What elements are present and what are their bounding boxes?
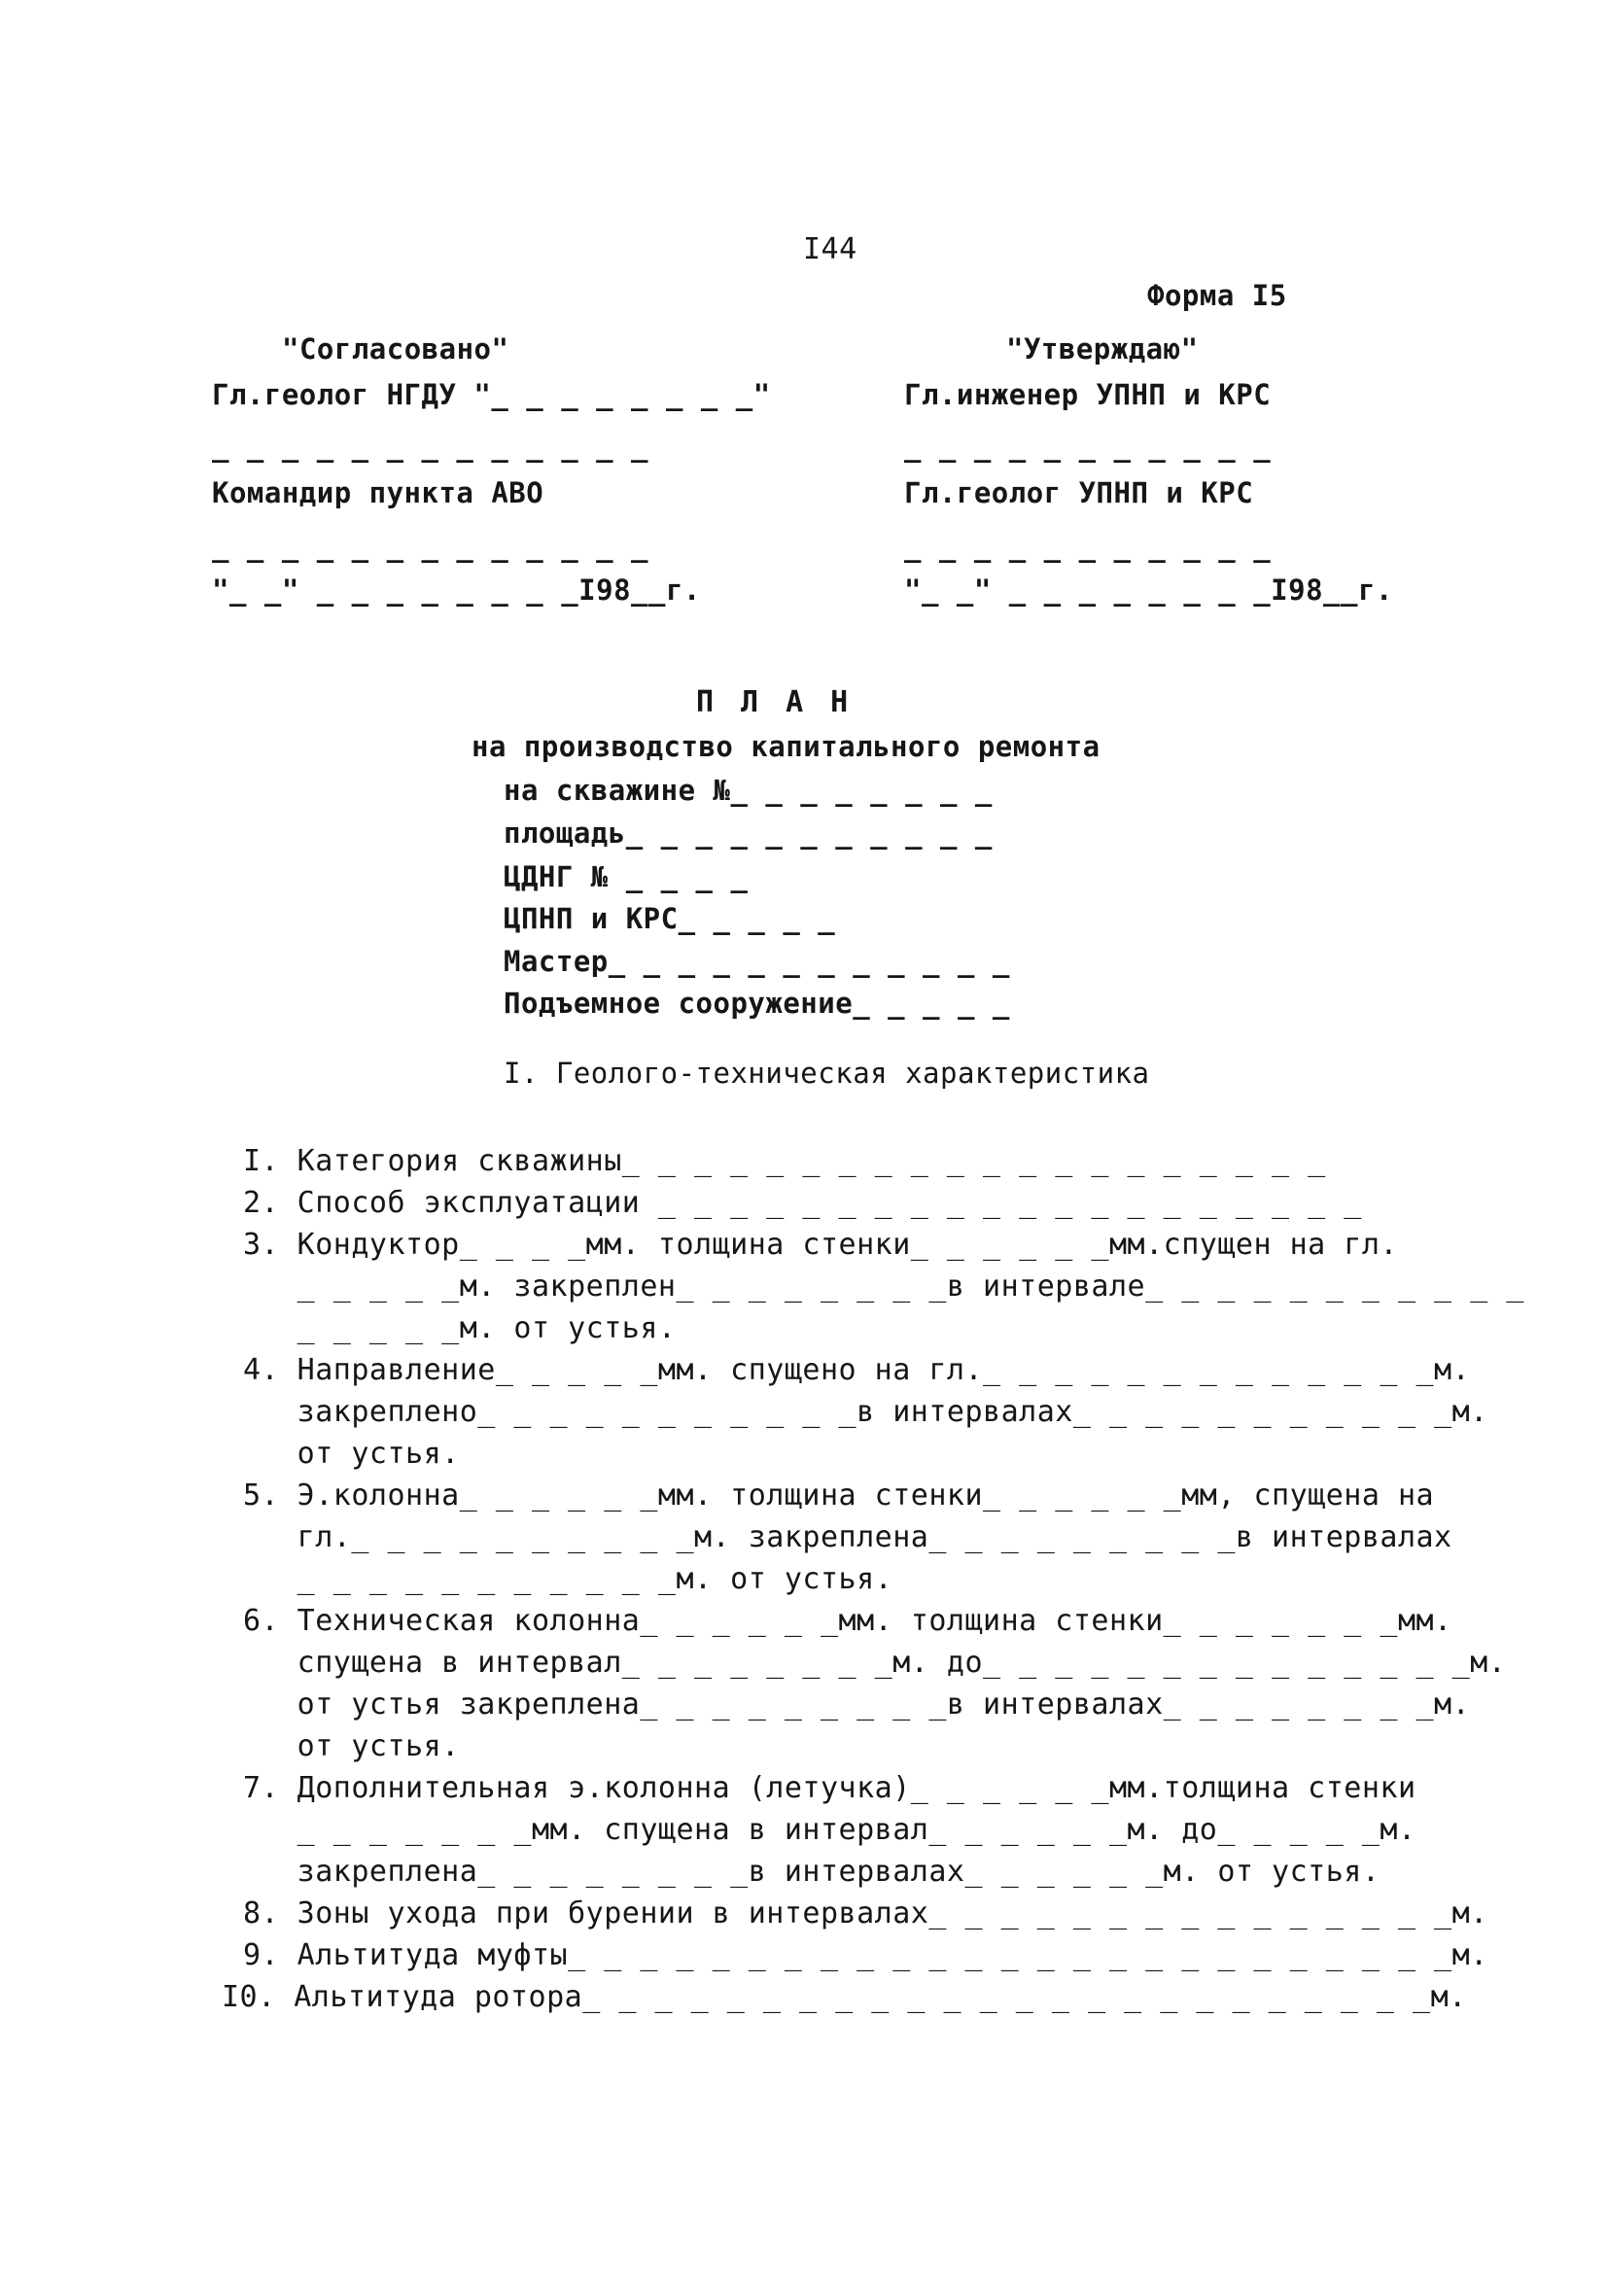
plan-title: ПЛАН bbox=[696, 685, 876, 719]
list-item: _ _ _ _ _м. от устья. bbox=[243, 1311, 677, 1345]
list-item: закреплено_ _ _ _ _ _ _ _ _ _ _в интервалах_ _ _ _ _ _ _ _ _ _ _м. bbox=[243, 1395, 1488, 1429]
list-item: 3. Кондуктор_ _ _ _мм. толщина стенки_ _ _ _ _ _мм.спущен на гл. bbox=[243, 1228, 1398, 1262]
list-item: 9. Альтитуда муфты_ _ _ _ _ _ _ _ _ _ _ _ _ _ _ _ _ _ _ _ _ _ _ _ _м. bbox=[243, 1938, 1488, 1972]
approval-left-blank1: _ _ _ _ _ _ _ _ _ _ _ _ _ bbox=[212, 430, 648, 463]
approval-right-blank2: _ _ _ _ _ _ _ _ _ _ _ bbox=[904, 530, 1272, 563]
approval-right-date: "_ _" _ _ _ _ _ _ _ _I98__г. bbox=[904, 574, 1393, 607]
list-item: 7. Дополнительная э.колонна (летучка)_ _ _ _ _ _мм.толщина стенки bbox=[243, 1771, 1416, 1805]
list-item: _ _ _ _ _ _ _мм. спущена в интервал_ _ _ _ _ _м. до_ _ _ _ _м. bbox=[243, 1813, 1416, 1847]
list-item: гл._ _ _ _ _ _ _ _ _ _м. закреплена_ _ _ _ _ _ _ _ _в интервалах bbox=[243, 1520, 1452, 1554]
list-item: _ _ _ _ _ _ _ _ _ _ _м. от устья. bbox=[243, 1562, 893, 1596]
list-item: 5. Э.колонна_ _ _ _ _ _мм. толщина стенки_ _ _ _ _ _мм, спущена на bbox=[243, 1478, 1435, 1513]
list-item: 6. Техническая колонна_ _ _ _ _ _мм. толщина стенки_ _ _ _ _ _ _мм. bbox=[243, 1604, 1452, 1638]
plan-field-area: площадь_ _ _ _ _ _ _ _ _ _ _ bbox=[504, 817, 993, 850]
approval-left-line3: Командир пункта АВО bbox=[212, 476, 544, 509]
plan-field-master: Мастер_ _ _ _ _ _ _ _ _ _ _ _ bbox=[504, 945, 1010, 978]
approval-left-blank2: _ _ _ _ _ _ _ _ _ _ _ _ _ bbox=[212, 530, 648, 563]
approval-left-heading: "Согласовано" bbox=[282, 332, 509, 365]
list-item: от устья закреплена_ _ _ _ _ _ _ _ _в интервалах_ _ _ _ _ _ _ _м. bbox=[243, 1687, 1471, 1722]
approval-right-heading: "Утверждаю" bbox=[1006, 332, 1199, 365]
list-item: закреплена_ _ _ _ _ _ _ _в интервалах_ _ _ _ _ _м. от устья. bbox=[243, 1855, 1381, 1889]
plan-field-well-number: на скважине №_ _ _ _ _ _ _ _ bbox=[504, 774, 993, 807]
approval-right-blank1: _ _ _ _ _ _ _ _ _ _ _ bbox=[904, 430, 1272, 463]
list-item: спущена в интервал_ _ _ _ _ _ _ _м. до_ _ _ _ _ _ _ _ _ _ _ _ _ _м. bbox=[243, 1646, 1507, 1680]
page-number: I44 bbox=[803, 232, 857, 266]
list-item: 4. Направление_ _ _ _ _мм. спущено на гл._ _ _ _ _ _ _ _ _ _ _ _ _м. bbox=[243, 1353, 1471, 1387]
form-label: Форма I5 bbox=[1147, 279, 1287, 312]
plan-field-tspnp: ЦПНП и КРС_ _ _ _ _ bbox=[504, 902, 836, 935]
section-heading: I. Геолого-техническая характеристика bbox=[504, 1057, 1150, 1090]
list-item: I0. Альтитуда ротора_ _ _ _ _ _ _ _ _ _ _ _ _ _ _ _ _ _ _ _ _ _ _ _м. bbox=[222, 1980, 1467, 2014]
approval-left-date: "_ _" _ _ _ _ _ _ _ _I98__г. bbox=[212, 574, 701, 607]
plan-field-lifting-structure: Подъемное сооружение_ _ _ _ _ bbox=[504, 987, 1010, 1020]
list-item: от устья. bbox=[243, 1437, 460, 1471]
approval-right-line3: Гл.геолог УПНП и КРС bbox=[904, 476, 1254, 509]
plan-field-tsdng: ЦДНГ № _ _ _ _ bbox=[504, 860, 749, 893]
list-item: 2. Способ эксплуатации _ _ _ _ _ _ _ _ _ _ _ _ _ _ _ _ _ _ _ _ bbox=[243, 1186, 1362, 1220]
approval-right-line1: Гл.инженер УПНП и КРС bbox=[904, 378, 1272, 411]
list-item: _ _ _ _ _м. закреплен_ _ _ _ _ _ _ _в интервале_ _ _ _ _ _ _ _ _ _ _ bbox=[243, 1270, 1524, 1304]
list-item: 8. Зоны ухода при бурении в интервалах_ _ _ _ _ _ _ _ _ _ _ _ _ _ _м. bbox=[243, 1896, 1488, 1931]
plan-subtitle: на производство капитального ремонта bbox=[472, 730, 1101, 763]
list-item: от устья. bbox=[243, 1729, 460, 1763]
approval-left-line1: Гл.геолог НГДУ "_ _ _ _ _ _ _ _" bbox=[212, 378, 771, 411]
list-item: I. Категория скважины_ _ _ _ _ _ _ _ _ _ _ _ _ _ _ _ _ _ _ _ bbox=[243, 1144, 1326, 1178]
